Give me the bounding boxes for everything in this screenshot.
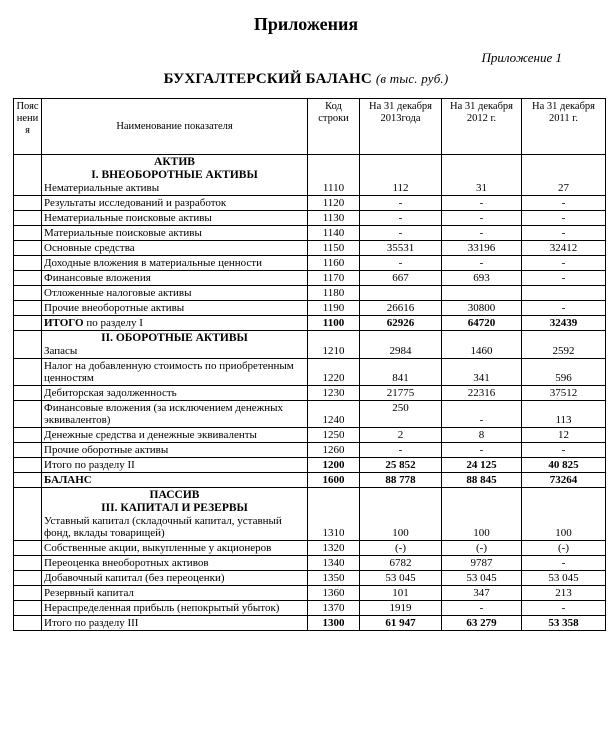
note-cell	[14, 586, 42, 601]
row-value-2011: -	[522, 601, 606, 616]
table-row-total	[14, 458, 606, 473]
row-code: 1320	[308, 541, 360, 556]
header-name: Наименование показателя	[42, 99, 308, 155]
table-row	[14, 271, 606, 286]
row-code: 1370	[308, 601, 360, 616]
table-row	[14, 155, 606, 196]
table-row	[14, 443, 606, 458]
row-name	[42, 316, 308, 331]
row-value-2012: 8	[442, 428, 522, 443]
row-name: Финансовые вложения	[42, 271, 308, 286]
table-row	[14, 386, 606, 401]
balance-title	[0, 71, 612, 88]
row-value-2013: 1919	[360, 601, 442, 616]
note-cell	[14, 601, 42, 616]
row-name: Итого по разделу II	[42, 458, 308, 473]
row-name	[42, 331, 308, 359]
row-code: 1350	[308, 571, 360, 586]
row-name-text: Уставный капитал (складочный капитал, уставный фонд, вклады товарищей)	[44, 515, 282, 539]
table-row	[14, 286, 606, 301]
table-row	[14, 601, 606, 616]
row-value-2012: -	[442, 211, 522, 226]
row-value-2011: 32412	[522, 241, 606, 256]
note-cell	[14, 616, 42, 631]
note-cell	[14, 359, 42, 386]
row-value-2011: 53 045	[522, 571, 606, 586]
row-value-2011: -	[522, 271, 606, 286]
row-value-2011: -	[522, 211, 606, 226]
row-value-2011: -	[522, 556, 606, 571]
row-value-2012: -	[442, 196, 522, 211]
row-name: Денежные средства и денежные эквиваленты	[42, 428, 308, 443]
table-row	[14, 256, 606, 271]
note-cell	[14, 488, 42, 541]
row-value-2011: 37512	[522, 386, 606, 401]
note-cell	[14, 241, 42, 256]
row-value-2013: 53 045	[360, 571, 442, 586]
table-row	[14, 301, 606, 316]
table-row	[14, 586, 606, 601]
row-value-2012: 30800	[442, 301, 522, 316]
row-name: Налог на добавленную стоимость по приобретенным ценностям	[42, 359, 308, 386]
row-code: 1150	[308, 241, 360, 256]
row-value-2011: -	[522, 256, 606, 271]
note-cell	[14, 211, 42, 226]
row-value-2012: 347	[442, 586, 522, 601]
row-code: 1240	[308, 401, 360, 428]
row-value-2012: 22316	[442, 386, 522, 401]
table-row	[14, 541, 606, 556]
note-cell	[14, 331, 42, 359]
section-2-title: II. ОБОРОТНЫЕ АКТИВЫ	[101, 332, 248, 344]
row-value-2012: -	[442, 226, 522, 241]
row-code: 1160	[308, 256, 360, 271]
row-name: Материальные поисковые активы	[42, 226, 308, 241]
row-name: Результаты исследований и разработок	[42, 196, 308, 211]
note-cell	[14, 226, 42, 241]
note-cell	[14, 401, 42, 428]
row-code: 1190	[308, 301, 360, 316]
row-name: Нематериальные поисковые активы	[42, 211, 308, 226]
row-value-2011: -	[522, 443, 606, 458]
row-code: 1600	[308, 473, 360, 488]
row-value-2013	[360, 286, 442, 301]
table-row	[14, 359, 606, 386]
header-code: Код строки	[308, 99, 360, 155]
row-code: 1100	[308, 316, 360, 331]
row-name-bold: ИТОГО	[44, 317, 84, 329]
row-name: Прочие оборотные активы	[42, 443, 308, 458]
table-row-total	[14, 316, 606, 331]
row-name	[42, 488, 308, 541]
row-name: Нераспределенная прибыль (непокрытый убыток)	[42, 601, 308, 616]
row-value-2013: 2984	[360, 331, 442, 359]
balance-title-text: БУХГАЛТЕРСКИЙ БАЛАНС	[163, 71, 372, 87]
row-value-2013: 25 852	[360, 458, 442, 473]
row-value-2013: 667	[360, 271, 442, 286]
row-value-2011: 12	[522, 428, 606, 443]
table-row	[14, 571, 606, 586]
row-value-2013: 35531	[360, 241, 442, 256]
row-name: Итого по разделу III	[42, 616, 308, 631]
section-1-title: I. ВНЕОБОРОТНЫЕ АКТИВЫ	[91, 169, 258, 181]
row-value-2011	[522, 286, 606, 301]
row-value-2013: 61 947	[360, 616, 442, 631]
row-code: 1260	[308, 443, 360, 458]
row-code: 1340	[308, 556, 360, 571]
table-row	[14, 428, 606, 443]
header-2012: На 31 декабря 2012 г.	[442, 99, 522, 155]
row-code: 1110	[308, 155, 360, 196]
section-aktiv-title: АКТИВ	[154, 156, 195, 168]
row-name: Отложенные налоговые активы	[42, 286, 308, 301]
row-name: Дебиторская задолженность	[42, 386, 308, 401]
row-value-2013: -	[360, 211, 442, 226]
row-code: 1360	[308, 586, 360, 601]
table-row	[14, 241, 606, 256]
row-value-2012: 24 125	[442, 458, 522, 473]
row-value-2011: 73264	[522, 473, 606, 488]
row-value-2012: -	[442, 256, 522, 271]
row-value-2013: -	[360, 196, 442, 211]
row-name: Финансовые вложения (за исключением денежных эквивалентов)	[42, 401, 308, 428]
note-cell	[14, 256, 42, 271]
note-cell	[14, 571, 42, 586]
row-value-2011: -	[522, 196, 606, 211]
row-code: 1210	[308, 331, 360, 359]
row-code: 1140	[308, 226, 360, 241]
row-value-2012: -	[442, 443, 522, 458]
note-cell	[14, 458, 42, 473]
row-value-2011: 213	[522, 586, 606, 601]
row-code: 1130	[308, 211, 360, 226]
row-value-2012: 63 279	[442, 616, 522, 631]
row-code: 1230	[308, 386, 360, 401]
row-value-2013: 6782	[360, 556, 442, 571]
row-code: 1170	[308, 271, 360, 286]
row-value-2012: 53 045	[442, 571, 522, 586]
row-value-2011: 2592	[522, 331, 606, 359]
row-name	[42, 155, 308, 196]
row-value-2013: (-)	[360, 541, 442, 556]
page-title: Приложения	[253, 14, 359, 34]
note-cell	[14, 196, 42, 211]
balance-unit: (в тыс. руб.)	[375, 71, 449, 86]
row-name: Прочие внеоборотные активы	[42, 301, 308, 316]
row-value-2012: 341	[442, 359, 522, 386]
header-note: Пояснения	[14, 99, 42, 155]
row-name-rest: по разделу I	[83, 317, 143, 329]
row-value-2013: -	[360, 443, 442, 458]
row-value-2012: 1460	[442, 331, 522, 359]
row-name: Собственные акции, выкупленные у акционеров	[42, 541, 308, 556]
row-value-2013: 100	[360, 488, 442, 541]
row-name: Добавочный капитал (без переоценки)	[42, 571, 308, 586]
row-value-2013: 841	[360, 359, 442, 386]
table-row	[14, 226, 606, 241]
section-passiv-title: ПАССИВ	[149, 489, 200, 501]
table-row-total	[14, 616, 606, 631]
header-2013: На 31 декабря 2013года	[360, 99, 442, 155]
row-value-2012: -	[442, 601, 522, 616]
row-value-2013: 101	[360, 586, 442, 601]
row-value-2011: 100	[522, 488, 606, 541]
row-value-2013: 62926	[360, 316, 442, 331]
row-value-2012: 64720	[442, 316, 522, 331]
section-3-title: III. КАПИТАЛ И РЕЗЕРВЫ	[101, 502, 248, 514]
row-value-2013: 112	[360, 155, 442, 196]
header-2011: На 31 декабря 2011 г.	[522, 99, 606, 155]
row-value-2012: 100	[442, 488, 522, 541]
row-code: 1120	[308, 196, 360, 211]
table-row	[14, 331, 606, 359]
row-value-2012: 31	[442, 155, 522, 196]
row-value-2011: 53 358	[522, 616, 606, 631]
row-value-2013: 26616	[360, 301, 442, 316]
row-name: Основные средства	[42, 241, 308, 256]
note-cell	[14, 271, 42, 286]
row-name-text: Нематериальные активы	[44, 182, 160, 194]
header-row	[14, 99, 606, 155]
row-value-2013: 2	[360, 428, 442, 443]
row-name: БАЛАНС	[42, 473, 308, 488]
row-value-2012: 693	[442, 271, 522, 286]
row-code: 1300	[308, 616, 360, 631]
row-value-2011: 113	[522, 401, 606, 428]
row-value-2012: -	[442, 401, 522, 428]
table-row	[14, 556, 606, 571]
row-code: 1180	[308, 286, 360, 301]
note-cell	[14, 386, 42, 401]
row-name: Резервный капитал	[42, 586, 308, 601]
balance-table	[13, 98, 606, 631]
row-name-text: Запасы	[44, 345, 78, 357]
row-value-2012: (-)	[442, 541, 522, 556]
row-value-2011: 40 825	[522, 458, 606, 473]
row-value-2013: -	[360, 256, 442, 271]
row-value-2013: 21775	[360, 386, 442, 401]
row-code: 1310	[308, 488, 360, 541]
table-row-balance	[14, 473, 606, 488]
row-value-2013: 250	[360, 401, 442, 428]
note-cell	[14, 473, 42, 488]
row-code: 1220	[308, 359, 360, 386]
note-cell	[14, 316, 42, 331]
note-cell	[14, 428, 42, 443]
row-value-2013: -	[360, 226, 442, 241]
note-cell	[14, 155, 42, 196]
note-cell	[14, 556, 42, 571]
row-value-2011: -	[522, 301, 606, 316]
table-row	[14, 401, 606, 428]
table-row	[14, 196, 606, 211]
row-value-2011: 27	[522, 155, 606, 196]
row-value-2012: 33196	[442, 241, 522, 256]
row-code: 1200	[308, 458, 360, 473]
row-value-2011: -	[522, 226, 606, 241]
row-name: Доходные вложения в материальные ценности	[42, 256, 308, 271]
row-code: 1250	[308, 428, 360, 443]
appendix-label: Приложение 1	[481, 50, 562, 65]
row-value-2012	[442, 286, 522, 301]
table-row	[14, 211, 606, 226]
row-name: Переоценка внеоборотных активов	[42, 556, 308, 571]
row-value-2011: 32439	[522, 316, 606, 331]
row-value-2011: 596	[522, 359, 606, 386]
note-cell	[14, 443, 42, 458]
table-row	[14, 488, 606, 541]
row-value-2011: (-)	[522, 541, 606, 556]
row-value-2012: 9787	[442, 556, 522, 571]
note-cell	[14, 286, 42, 301]
note-cell	[14, 301, 42, 316]
note-cell	[14, 541, 42, 556]
row-value-2013: 88 778	[360, 473, 442, 488]
row-value-2012: 88 845	[442, 473, 522, 488]
